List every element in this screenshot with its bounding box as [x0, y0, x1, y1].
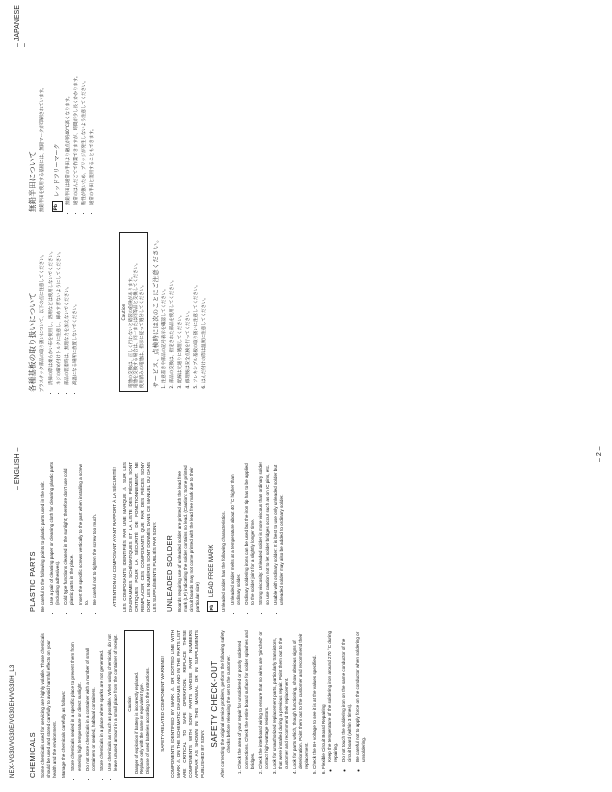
list-item: • Usable with ordinary solder: It is best to use only unleaded solder but unleaded solder may also be added to ordinary solder.	[273, 462, 285, 605]
ja-service-title: サービス、点検時には次のことにご注意ください。	[153, 236, 161, 388]
caution-title: Caution	[127, 696, 133, 712]
list-item: • Insert the specific screws vertically to the part when installing a screw to.	[78, 462, 90, 605]
list-item: 6. はんだ付けの際は温度に注意してください。	[202, 232, 208, 383]
ja-service-list	[162, 232, 208, 392]
flex-board-title: Flexible Circuit Board Repairing	[320, 704, 326, 769]
caution-line: Replace only with the same or equivalent type.	[139, 683, 145, 774]
attention-title: ATTENTION AU COMPOSANT AYANT RAPPORT À LA SÉCURITÉ!	[111, 467, 117, 607]
list-item: • 粘性が強いため、ブリッジが発生しないよう注意してください。	[82, 32, 88, 205]
caution-line: Danger of explosion if battery is incorrectly replaced.	[133, 671, 139, 774]
unleaded-solder-note: Unleaded solder has the following characteristics.	[220, 511, 226, 612]
ja-lead-free-list	[66, 32, 96, 212]
caution-line: Dispose of used batteries according to the instructions.	[144, 667, 150, 774]
caution-line: 電池を交換する場合は、同一または同等品と交換してください。	[134, 260, 140, 388]
english-column-1	[30, 630, 370, 778]
list-item: • Ordinary soldering irons can be used but the iron tip has to be applied to the solder joint for a slightly longer time.	[244, 462, 256, 605]
list-item: 5. Check the B+ voltage to see it is at the values specified.	[312, 630, 318, 769]
list-item: • 通常のはんだごてで作業できますが、時間が少し長くかかります。	[74, 32, 80, 205]
list-item: 3. Look for unauthorized replacement parts, particularly transistors, that were installed during a previous repair. Point them out to the customer and recommend their replacement.	[272, 630, 290, 769]
ja-plastic-intro: プラスチック部品の取り扱いについて、以下の点に注意してください。	[40, 252, 45, 392]
list-item: ◦ Keep the temperature of the soldering iron around 270 °C during repairing.	[327, 630, 339, 762]
caution-box-japanese	[119, 232, 148, 392]
list-item: 1. Check the area of your repair for unsoldered or poorly soldered connections. Check the entire board surface for solder splashes and bridges.	[237, 630, 255, 769]
list-item: 1. 注意書きや部品の記号表示を確認してください。	[162, 232, 168, 383]
list-item: 3. 配線は元通りに処理してください。	[178, 232, 184, 383]
unleaded-solder-list	[230, 462, 285, 612]
plastic-parts-intro: Be careful to the following points to plastic parts used in the unit.	[40, 481, 46, 612]
chemicals-note: Manage the chemicals carefully as follows:	[61, 690, 67, 778]
list-item: 2. 部品の交換は、指定された部品を使用してください。	[170, 232, 176, 383]
ja-lead-free-title: 無鉛半田について	[28, 150, 37, 212]
ja-lead-free-label: レッドフリーマーク	[53, 143, 61, 197]
japanese-column-1	[30, 232, 210, 392]
japanese-column-2	[30, 32, 99, 212]
list-item: • Do not store chemicals in a container with a number of small containers or sealed, habitual containers.	[85, 630, 97, 771]
list-item: • Unleaded solder melts at a temperature about 40 °C higher than ordinary solder.	[230, 462, 242, 605]
model-code: NEX-VG30/VG30E/VG30EH/VG30H_L3	[10, 664, 16, 778]
list-item	[321, 630, 368, 769]
list-item: 4. Look for parts which, though functioning, show obvious signs of deterioration. Point them out to the customer and recommend their replacement.	[292, 630, 310, 769]
chemicals-intro: Some chemicals used for servicing are highly volatile. Those chemicals should be used and stored carefully to avoid harmful effects on your health and the environment.	[40, 633, 58, 778]
list-item: • Be careful not to tighten the screw too much.	[92, 462, 98, 605]
unleaded-solder-title: UNLEADED SOLDER	[164, 534, 174, 612]
ja-lead-free-body: 無鉛半田を使用する基板には、無鉛マークが印刷されています。	[40, 85, 45, 212]
attention-body: LES COMPOSANTS IDENTIFIÉS PAR UNE MARQUE ⚠ SUR LES DIAGRAMMES SCHÉMATIQUES ET LA LISTE DES PIÈCES SONT CRITIQUES POUR LA SÉCURITÉ DE FONCTIONNEMENT. NE REMPLACER CES COMPOSANTS QUE PAR DES PIÈCES SONY DONT LES NUMÉROS SONT DONNÉS DANS CE MANUEL OU DANS LES SUPPLÉMENTS PUBLIÉS PAR SONY.	[121, 462, 158, 612]
safety-checkout-subtitle: After correcting the original service problem, perform the following safety checks before releasing the set to the customer.	[220, 630, 232, 778]
list-item: ◦ Do not touch the soldering iron on the same conductor of the circuit board (within 3 times).	[341, 630, 353, 762]
lead-free-icon	[52, 201, 63, 212]
safety-warning-title: SAFETY-RELATED COMPONENT WARNING!	[159, 656, 165, 752]
page-number: – 2 –	[596, 446, 603, 462]
plastic-parts-list	[49, 462, 98, 612]
list-item: ◦ Be careful not to apply force on the conductor when soldering or unsoldering.	[355, 630, 367, 762]
chemicals-list	[70, 630, 119, 778]
english-section-label: – ENGLISH –	[14, 447, 21, 490]
list-item: • ネジの締め付けトルクに注意し、締めすぎないようにしてください。	[57, 232, 63, 385]
lead-free-icon	[207, 601, 218, 612]
list-item: 2. Check the interboard wiring to ensure that no wires are "pinched" or contact high-wattage resistors.	[258, 630, 270, 769]
ja-plastic-title: 各種基板の取り扱いについて	[28, 292, 37, 392]
list-item: • Strong viscosity: Unleaded solder is more viscous than ordinary solder so use caution not to let solder bridges occur such as on IC pins, etc.	[258, 462, 270, 605]
ja-plastic-list	[49, 232, 79, 392]
safety-warning-body: COMPONENTS IDENTIFIED BY MARK ⚠ OR DOTTED LINE WITH MARK ⚠ ON THE SCHEMATIC DIAGRAMS AND IN THE PARTS LIST ARE CRITICAL TO SAFE OPERATION. REPLACE THESE COMPONENTS WITH SONY PARTS WHOSE PART NUMBERS APPEAR AS SHOWN IN THIS MANUAL OR IN SUPPLEMENTS PUBLISHED BY SONY.	[169, 630, 206, 778]
safety-checkout-list	[237, 630, 367, 778]
safety-checkout-title: SAFETY CHECK-OUT	[210, 660, 220, 748]
list-item: • 部品の装着時は、無理な力を加えないでください。	[65, 232, 71, 385]
caution-line: 電池の交換は、正しく行わないと破裂の危険があります。	[128, 274, 134, 388]
plastic-parts-title: PLASTIC PARTS	[28, 551, 37, 612]
caution-box-english	[124, 630, 153, 778]
list-item: 5. フレキシブル基板の取り扱いに注意してください。	[194, 232, 200, 383]
flex-board-sublist	[327, 630, 368, 769]
list-item: • Store chemicals sealed in a specific place to prevent them from entering high temperature or direct sunlight.	[70, 630, 82, 771]
caution-title: Caution	[122, 303, 127, 321]
lead-free-label: LEAD FREE MARK	[209, 544, 216, 597]
english-column-2	[30, 462, 288, 612]
japanese-section-label: – JAPANESE –	[14, 5, 28, 47]
caution-line: 使用済みの電池は、指示に従って処分してください。	[139, 282, 145, 388]
list-item: • Cold type functions cleaned in the sunlight; therefore don't use cold plastic parts in the place.	[63, 462, 75, 605]
list-item: • 清掃の際は柔らかい布を使用し、溶剤などは使用しないでください。	[49, 232, 55, 385]
unleaded-solder-body: Boards requiring use of unleaded solder are printed with the lead free mark (LF) indicating the solder contains no lead. (Caution: Some printed circuit boards may not come printed with the lead free mark due to their particular size)	[176, 465, 200, 612]
ja-lead-free-mark	[52, 32, 63, 212]
list-item: • 通常の半田と混用することもできます。	[90, 32, 96, 205]
list-item: • Use a pair of cleaning paper or cleaning cloth for cleaning plastic parts (including adhesives).	[49, 462, 61, 605]
list-item: • 高温になる場所に放置しないでください。	[73, 232, 79, 385]
lead-free-mark	[207, 462, 218, 612]
list-item: • Store chemicals in a place where sparks are not generated.	[99, 630, 105, 771]
list-item: • 無鉛半田は通常の半田より融点が約40℃高くなります。	[66, 32, 72, 205]
chemicals-title: CHEMICALS	[28, 732, 37, 778]
list-item: 4. 修理後は安全点検を行ってください。	[186, 232, 192, 383]
list-item: • Use chemicals as much as possible. When using chemicals, do not leave unused amount in a small place from the container of receipt.	[107, 630, 119, 771]
